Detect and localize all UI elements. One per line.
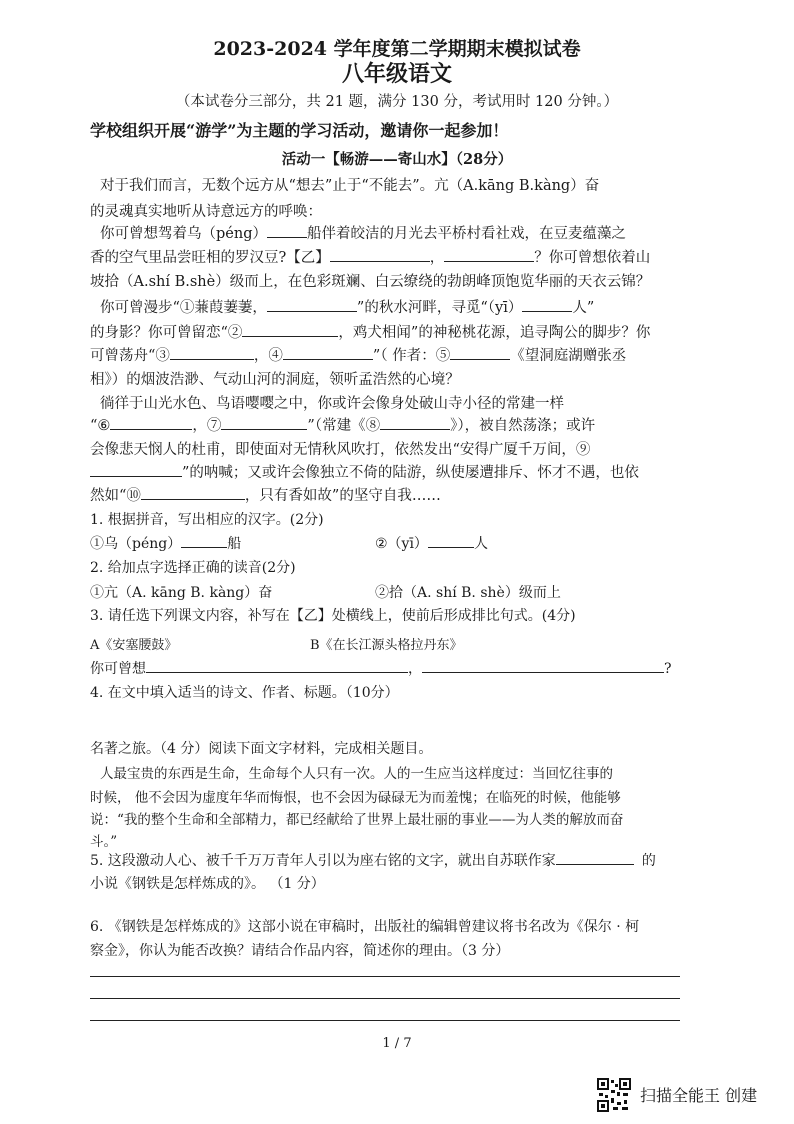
question-6: 6. 《钢铁是怎样炼成的》这部小说在审稿时，出版社的编辑曾建议将书名改为《保尔 · 柯: [90, 919, 640, 935]
passage-line: 你可曾漫步“①蒹葭萋萋， ”的秋水河畔，寻觅“（yī） 人”: [100, 296, 594, 317]
question-1a: ①乌（péng） 船: [90, 533, 241, 553]
option-b: B《在长江源头格拉丹东》: [310, 638, 463, 653]
answer-blank[interactable]: [556, 850, 634, 865]
blank-line[interactable]: [267, 223, 307, 239]
blank-line[interactable]: [90, 462, 182, 478]
blank-line[interactable]: [283, 345, 373, 361]
blank-line[interactable]: [450, 345, 510, 361]
blank-line[interactable]: [330, 247, 430, 263]
passage-line: 然如“⑩ ，只有香如故”的坚守自我……: [90, 484, 441, 505]
passage-line: ”的呐喊；又或许会像独立不倚的陆游，纵使屡遭排斥、怀才不遇，也依: [90, 461, 639, 482]
passage-line: 的灵魂真实地听从诗意远方的呼唤：: [90, 204, 322, 220]
passage-line: 可曾荡舟“③ ，④ ”（ 作者：⑤ 《望洞庭湖赠张丞: [90, 344, 626, 365]
blank-line[interactable]: [110, 415, 192, 431]
passage-line: 坡拾（A.shí B.shè）级而上，在色彩斑斓、白云缭绕的勃朗峰顶饱览华丽的天衣云锦？: [90, 274, 651, 290]
question-1: 1. 根据拼音，写出相应的汉字。(2分): [90, 512, 324, 528]
answer-line[interactable]: [90, 976, 680, 977]
scanner-watermark: 扫描全能王 创建: [640, 1086, 758, 1105]
question-2b: ②拾（A. shí B. shè）级而上: [375, 585, 561, 601]
question-3-answer: 你可曾想 ， ?: [90, 658, 672, 678]
answer-line[interactable]: [90, 1020, 680, 1021]
blank-line[interactable]: [221, 415, 307, 431]
reading-paragraph-line: 斗。”: [90, 834, 118, 850]
answer-line[interactable]: [90, 998, 680, 999]
question-3: 3. 请任选下列课文内容，补写在【乙】处横线上，使前后形成排比句式。(4分): [90, 608, 576, 624]
page-number: 1 / 7: [382, 1036, 412, 1051]
question-2a: ①亢（A. kāng B. kàng）奋: [90, 585, 273, 601]
question-6-cont: 察金》，你认为能否改换？请结合作品内容，简述你的理由。（3 分）: [90, 943, 510, 959]
exam-intro: 学校组织开展“游学”为主题的学习活动，邀请你一起参加！: [90, 121, 509, 140]
activity-title: 活动一【畅游——寄山水】（28分）: [281, 151, 513, 168]
passage-line: 你可曾想驾着乌（péng） 船伴着皎洁的月光去平桥村看社戏，在豆麦蕴藻之: [100, 222, 626, 243]
blank-line[interactable]: [522, 297, 572, 313]
question-5: 5. 这段激动人心、被千千万万青年人引以为座右铭的文字，就出自苏联作家 的: [90, 850, 656, 870]
answer-blank[interactable]: [146, 658, 408, 673]
question-2: 2. 给加点字选择正确的读音(2分): [90, 560, 296, 576]
question-1b: ②（yī） 人: [375, 533, 488, 553]
passage-line: “⑥ ，⑦ ”（常建《⑧ 》），被自然荡涤；或许: [90, 414, 595, 435]
answer-blank[interactable]: [181, 533, 227, 548]
question-5-cont: 小说《钢铁是怎样炼成的》。 （1 分）: [90, 876, 325, 892]
passage-line: 香的空气里品尝旺相的罗汉豆?【乙】 ， ？你可曾想依着山: [90, 246, 650, 267]
passage-line: 的身影？你可曾留恋“② ，鸡犬相闻”的神秘桃花源，追寻陶公的脚步？你: [90, 321, 650, 342]
passage-line: 徜徉于山光水色、鸟语嘤嘤之中，你或许会像身处破山寺小径的常建一样: [100, 396, 564, 412]
question-4: 4. 在文中填入适当的诗文、作者、标题。（10分）: [90, 685, 399, 701]
exam-subtitle: 八年级语文: [341, 61, 452, 87]
blank-line[interactable]: [170, 345, 254, 361]
passage-line: 相》）的烟波浩渺、气动山河的洞庭，领听孟浩然的心境？: [90, 372, 460, 388]
reading-heading: 名著之旅。（4 分）阅读下面文字材料，完成相关题目。: [90, 741, 433, 757]
reading-paragraph-line: 说：“我的整个生命和全部精力，都已经献给了世界上最壮丽的事业——为人类的解放而奋: [90, 812, 624, 828]
exam-title: 2023-2024 学年度第二学期期末模拟试卷: [213, 38, 581, 60]
blank-line[interactable]: [267, 297, 357, 313]
option-a: A《安塞腰鼓》: [90, 638, 178, 653]
answer-blank[interactable]: [428, 533, 474, 548]
exam-note: （本试卷分三部分，共 21 题，满分 130 分，考试用时 120 分钟。）: [175, 94, 619, 110]
blank-line[interactable]: [141, 485, 245, 501]
answer-blank[interactable]: [422, 658, 664, 673]
passage-line: 会像悲天悯人的杜甫，即使面对无情秋风吹打，依然发出“安得广厦千万间，⑨: [90, 442, 591, 458]
qr-code-icon: [597, 1078, 631, 1112]
reading-paragraph-line: 时候， 他不会因为虚度年华而悔恨，也不会因为碌碌无为而羞愧；在临死的时候，他能够: [90, 790, 621, 806]
blank-line[interactable]: [242, 322, 338, 338]
passage-line: 对于我们而言，无数个远方从“想去”止于“不能去”。亢（A.kāng B.kàng）奋: [100, 178, 600, 194]
blank-line[interactable]: [444, 247, 534, 263]
reading-paragraph-line: 人最宝贵的东西是生命，生命每个人只有一次。人的一生应当这样度过：当回忆往事的: [100, 766, 613, 782]
blank-line[interactable]: [380, 415, 450, 431]
